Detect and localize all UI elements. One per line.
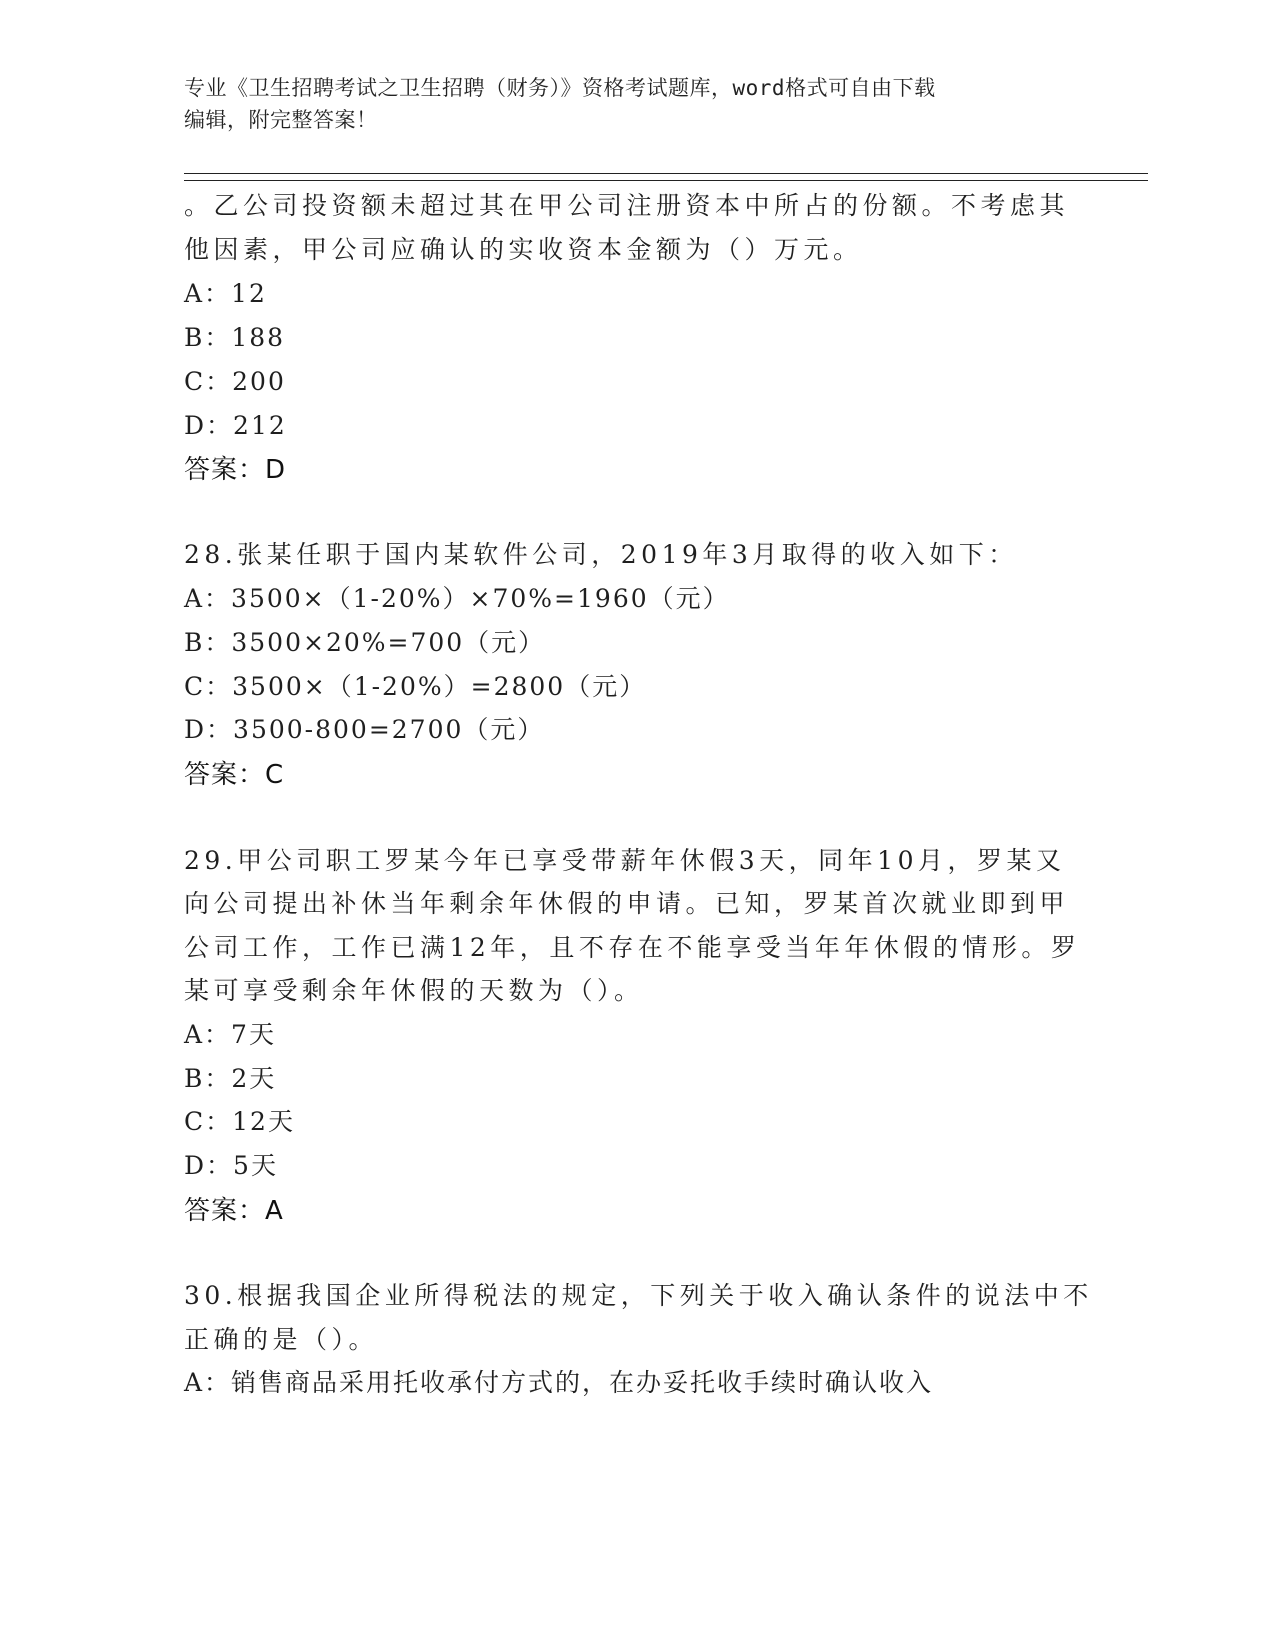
q29-option-c: C：12天 — [184, 1107, 295, 1136]
q28-option-d: D：3500-800=2700（元） — [184, 715, 545, 744]
q27-stem-line-1: 。乙公司投资额未超过其在甲公司注册资本中所占的份额。不考虑其 — [184, 191, 1070, 220]
q30-stem-line-2: 正确的是（）。 — [184, 1325, 379, 1354]
q27-answer: 答案：D — [184, 455, 287, 485]
q29-stem-line-4: 某可享受剩余年休假的天数为（）。 — [184, 976, 644, 1005]
q28-option-b: B：3500×20%=700（元） — [184, 628, 546, 657]
q30-option-a: A：销售商品采用托收承付方式的，在办妥托收手续时确认收入 — [184, 1368, 934, 1397]
q29-option-a: A：7天 — [184, 1020, 276, 1049]
q29-stem-line-1: 29.甲公司职工罗某今年已享受带薪年休假3天，同年10月，罗某又 — [184, 846, 1066, 875]
q30-stem-line-1: 30.根据我国企业所得税法的规定，下列关于收入确认条件的说法中不 — [184, 1281, 1093, 1310]
q28-answer: 答案：C — [184, 760, 285, 790]
q28-option-a: A：3500×（1-20%）×70%=1960（元） — [184, 584, 730, 613]
q29-option-d: D：5天 — [184, 1151, 278, 1180]
header-divider-bottom — [184, 180, 1148, 181]
q28-stem-line-1: 28.张某任职于国内某软件公司，2019年3月取得的收入如下： — [184, 540, 1018, 569]
document-header — [184, 72, 1064, 136]
q29-stem-line-3: 公司工作，工作已满12年，且不存在不能享受当年年休假的情形。罗 — [184, 933, 1081, 962]
q27-stem-line-2: 他因素，甲公司应确认的实收资本金额为（）万元。 — [184, 235, 863, 264]
header-divider-top — [184, 173, 1148, 174]
q29-option-b: B：2天 — [184, 1064, 277, 1093]
q28-option-c: C：3500×（1-20%）=2800（元） — [184, 672, 647, 701]
q29-answer: 答案：A — [184, 1196, 284, 1226]
q27-option-d: D：212 — [184, 411, 287, 440]
q27-option-c: C：200 — [184, 367, 286, 396]
header-line-2: 编辑，附完整答案！ — [184, 108, 378, 132]
q27-option-a: A：12 — [184, 279, 267, 308]
header-line-1: 专业《卫生招聘考试之卫生招聘（财务）》资格考试题库，word格式可自由下载 — [184, 76, 936, 100]
q27-option-b: B：188 — [184, 323, 286, 352]
q29-stem-line-2: 向公司提出补休当年剩余年休假的申请。已知，罗某首次就业即到甲 — [184, 889, 1070, 918]
